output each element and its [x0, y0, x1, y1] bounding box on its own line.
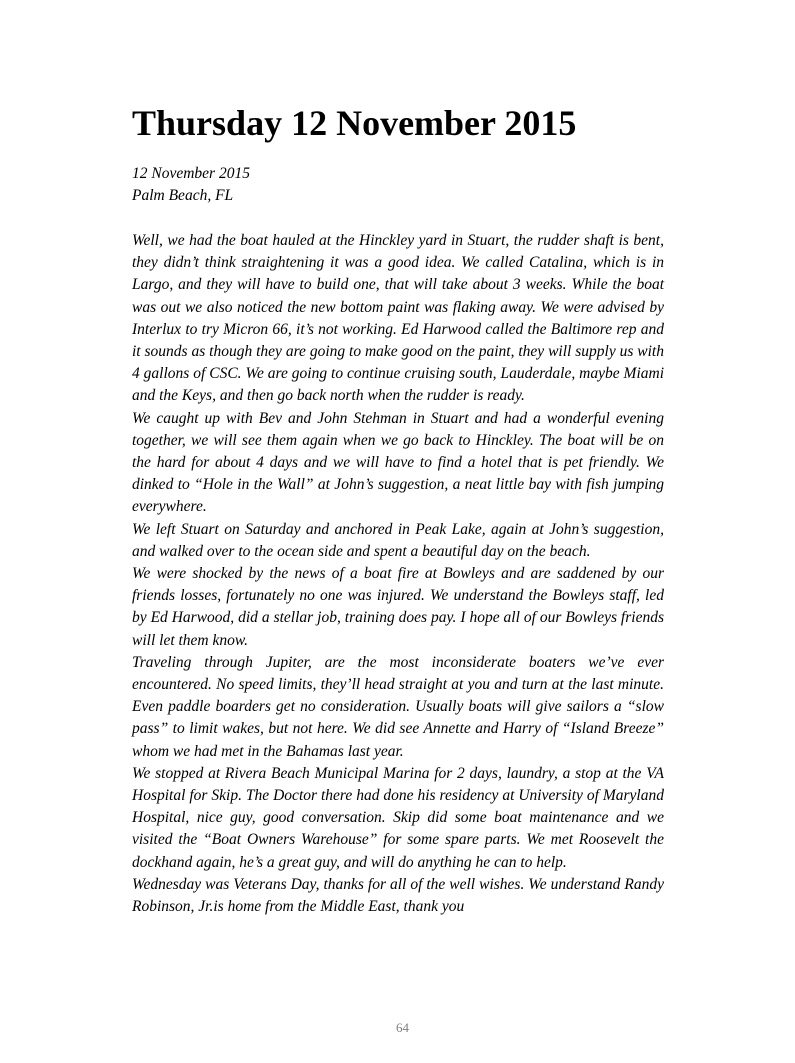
paragraph: Wednesday was Veterans Day, thanks for all of the well wishes. We understand Randy Robinson, Jr.is home from the Middle East, thank you [132, 875, 664, 916]
paragraph: We caught up with Bev and John Stehman in Stuart and had a wonderful evening together, we will see them again when we go back to Hinckley. The boat will be on the hard for about 4 days and we will have to find a hotel that is pet friendly. We dinked to “Hole in the Wall” at John’s suggestion, a neat little bay with fish jumping everywhere. [132, 409, 664, 516]
paragraph: Traveling through Jupiter, are the most inconsiderate boaters we’ve ever encountered. No speed limits, they’ll head straight at you and turn at the last minute. Even paddle boarders get no consideration. Usually boats will give sailors a “slow pass” to limit wakes, but not here. We did see Annette and Harry of “Island Breeze” whom we had met in the Bahamas last year. [132, 653, 664, 760]
paragraph: We left Stuart on Saturday and anchored in Peak Lake, again at John’s suggestion, and walked over to the ocean side and spent a beautiful day on the beach. [132, 520, 664, 560]
page-title: Thursday 12 November 2015 [132, 103, 577, 143]
paragraph: Well, we had the boat hauled at the Hinckley yard in Stuart, the rudder shaft is bent, they didn’t think straightening it was a good idea. We called Catalina, which is in Largo, and they will have to build one, that will take about 3 weeks. While the boat was out we also noticed the new bottom paint was flaking away. We were advised by Interlux to try Micron 66, it’s not working. Ed Harwood called the Baltimore rep and it sounds as though they are going to make good on the paint, they will supply us with 4 gallons of CSC. We are going to continue cruising south, Lauderdale, maybe Miami and the Keys, and then go back north when the rudder is ready. [132, 232, 664, 405]
entry-header [132, 163, 672, 207]
paragraph: We were shocked by the news of a boat fire at Bowleys and are saddened by our friends losses, fortunately no one was injured. We understand the Bowleys staff, led by Ed Harwood, did a stellar job, training does pay. I hope all of our Bowleys friends will let them know. [132, 565, 664, 649]
page-number: 64 [396, 1020, 409, 1035]
entry-date: 12 November 2015 [132, 165, 250, 182]
paragraph: We stopped at Rivera Beach Municipal Marina for 2 days, laundry, a stop at the VA Hospital for Skip. The Doctor there had done his residency at University of Maryland Hospital, nice guy, good conversation. Skip did some boat maintenance and we visited the “Boat Owners Warehouse” for some spare parts. We met Roosevelt the dockhand again, he’s a great guy, and will do anything he can to help. [132, 764, 664, 871]
entry-location: Palm Beach, FL [132, 187, 234, 204]
entry-body [132, 230, 664, 918]
